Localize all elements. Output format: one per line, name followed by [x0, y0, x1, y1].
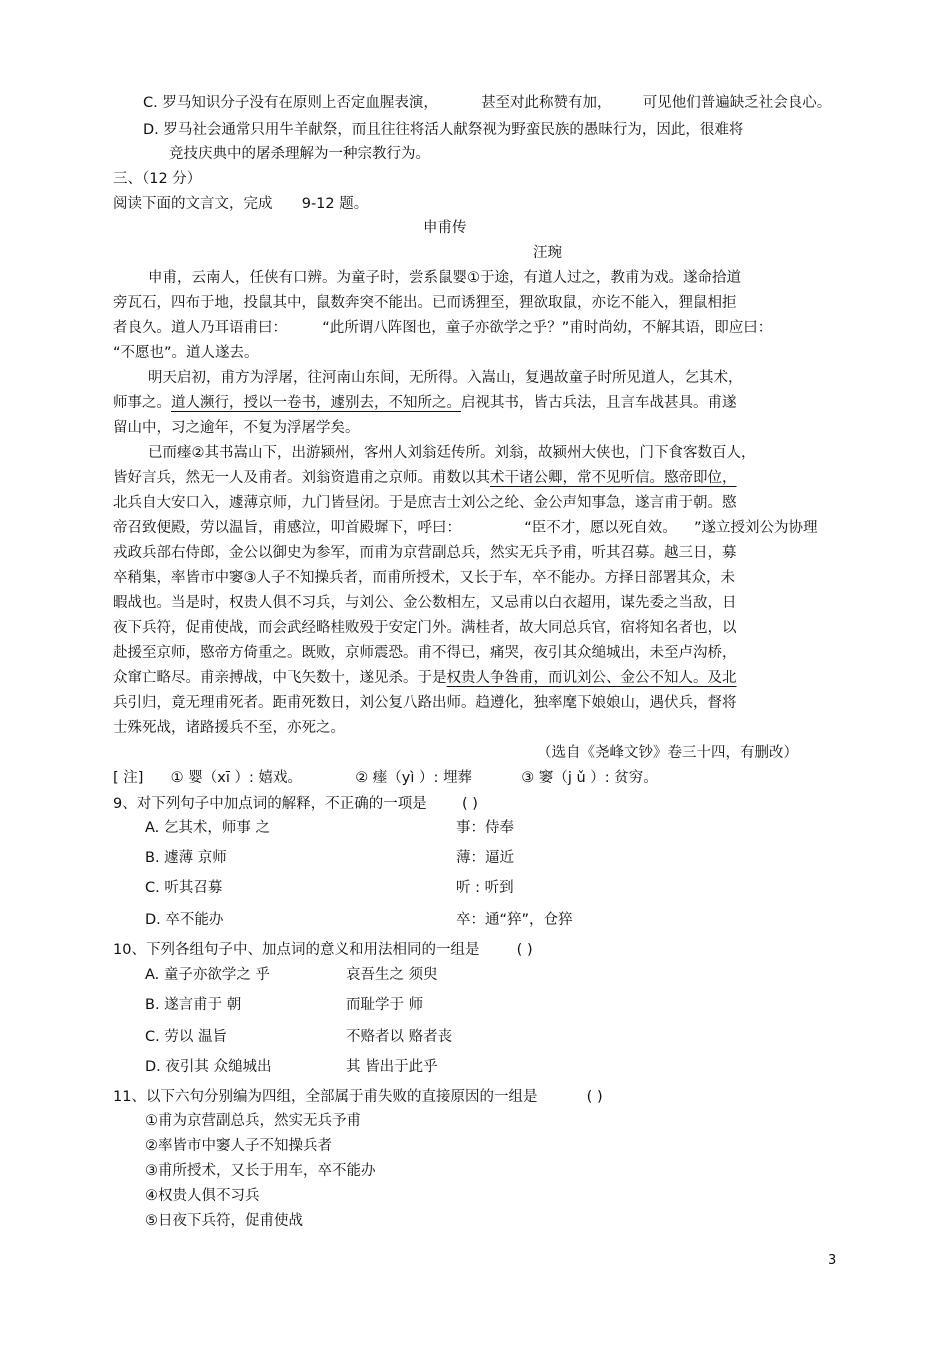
q11-item: ①甫为京营副总兵，然实无兵予甫	[145, 1113, 361, 1129]
passage-segment: “此所谓八阵图也，童子亦欲学之乎？”甫时尚幼，不解其语，即应曰：	[322, 320, 773, 336]
q9-option-c: C. 听其召募	[145, 880, 223, 896]
q11-item: ④权贵人俱不习兵	[145, 1188, 260, 1204]
note-1: ① 婴（xī ）: 嬉戏。	[170, 770, 302, 786]
q8-option-c	[143, 94, 831, 112]
page-number: 3	[828, 1253, 837, 1268]
passage-line	[113, 519, 817, 537]
q9-option-a-gloss: 事：侍奉	[456, 820, 514, 836]
passage-line: 夜下兵符，促甫使战，而会武经略桂败殁于安定门外。满桂者，故大同总兵官，宿将知名者也，以	[113, 620, 737, 636]
q9-option-d: D. 卒不能办	[145, 912, 224, 928]
q10-option-c-pair: 不赂者以 赂者丧	[346, 1029, 453, 1045]
q11-stem-text: 11、以下六句分别编为四组，全部属于甫失败的直接原因的一组是	[113, 1089, 538, 1105]
q8-option-c-part2: 甚至对此称赞有加，	[481, 95, 612, 111]
q9-answer-blank: ( )	[461, 796, 478, 812]
q9-option-b-gloss: 薄：逼近	[456, 850, 514, 866]
passage-line: 已而瘗②其书嵩山下，出游颍州，客州人刘翁廷传所。刘翁，故颍州大侠也，门下食客数百人，	[148, 445, 756, 461]
q10-option-b-pair: 而耻学于 师	[346, 997, 424, 1013]
q10-option-a-pair: 哀吾生之 须臾	[346, 967, 438, 983]
section-instruction	[113, 195, 368, 213]
q10-option-d: D. 夜引其 众缒城出	[145, 1059, 272, 1075]
passage-line	[113, 394, 737, 412]
q8-option-d-line2: 竞技庆典中的屠杀理解为一种宗教行为。	[169, 146, 430, 162]
passage-line: 暇战也。当是时，权贵人俱不习兵，与刘公、金公数相左，又忌甫以白衣超用，谋先委之当敌，日	[113, 595, 737, 611]
passage-line: 申甫，云南人，任侠有口辨。为童子时，尝系鼠婴①于途，有道人过之，教甫为戏。遂命拾道	[148, 270, 741, 286]
passage-line	[113, 469, 737, 487]
q9-option-a: A. 乞其术，师事 之	[145, 820, 270, 836]
underlined-sentence: 权贵人争咎甫，而讥刘公、金公不知人。及北	[446, 670, 737, 686]
passage-line: 旁瓦石，四布于地，投鼠其中，鼠数奔突不能出。已而诱狸至，狸欲取鼠，亦讫不能入，狸鼠相拒	[113, 295, 737, 311]
underlined-sentence: 道人濒行，授以一卷书，遽别去，不知所之。	[171, 395, 461, 411]
passage-segment: 皆好言兵，然无一人及甫者。刘翁资遣甫之京师。甫数以其	[113, 470, 490, 486]
q11-item: ②率皆市中窭人子不知操兵者	[145, 1138, 332, 1154]
underlined-sentence: 术干诸公卿，常不见听信。愍帝即位，	[490, 470, 737, 486]
passage-segment: 师事之。	[113, 395, 171, 411]
instruction-range: 9-12 题。	[301, 196, 369, 212]
instruction-text: 阅读下面的文言文，完成	[113, 196, 273, 212]
note-3: ③ 窭（j ǔ ）: 贫穷。	[521, 770, 658, 786]
passage-line: “不愿也”。道人遂去。	[113, 345, 259, 361]
q8-option-c-part1: C. 罗马知识分子没有在原则上否定血腥表演，	[143, 95, 438, 111]
q11-item: ⑤日夜下兵符，促甫使战	[145, 1213, 303, 1229]
q10-option-c: C. 劳以 温旨	[145, 1029, 227, 1045]
passage-author: 汪琬	[533, 245, 562, 261]
passage-line: 兵引归，竟无理甫死者。距甫死数日，刘公复八路出师。趋遵化，独率麾下娘娘山，遇伏兵，督将	[113, 695, 737, 711]
notes-label: [ 注]	[113, 770, 144, 786]
passage-line: 赴援至京师，愍帝方倚重之。既败，京师震恐。甫不得已，痛哭，夜引其众缒城出，未至卢沟桥，	[113, 645, 737, 661]
passage-source: （选自《尧峰文钞》卷三十四，有删改）	[537, 745, 798, 761]
q10-stem-text: 10、下列各组句子中、加点词的意义和用法相同的一组是	[113, 942, 480, 958]
note-2: ② 瘗（yì ）: 埋葬	[355, 770, 473, 786]
q10-option-a: A. 童子亦欲学之 乎	[145, 967, 270, 983]
q10-stem	[113, 941, 533, 959]
passage-line	[113, 319, 772, 337]
passage-line: 士殊死战，诸路援兵不至，亦死之。	[113, 720, 345, 736]
passage-line: 留山中，习之逾年，不复为浮屠学矣。	[113, 420, 360, 436]
q9-stem	[113, 795, 478, 813]
passage-segment: 众窜亡略尽。甫亲搏战，中飞矢数十，遂见杀。于是	[113, 670, 447, 686]
passage-line: 明天启初，甫方为浮屠，往河南山东间，无所得。入嵩山，复遇故童子时所见道人，乞其术，	[148, 370, 743, 386]
passage-segment: ”遂立授刘公为协理	[693, 520, 818, 536]
q11-stem	[113, 1088, 603, 1106]
passage-segment: 者良久。道人乃耳语甫曰：	[113, 320, 287, 336]
q8-option-c-part3: 可见他们普遍缺乏社会良心。	[642, 95, 832, 111]
passage-segment: “臣不才，愿以死自效。	[524, 520, 677, 536]
q9-option-b: B. 遽薄 京师	[145, 850, 227, 866]
q11-item: ③甫所授术，又长于用车，卒不能办	[145, 1163, 376, 1179]
passage-line	[113, 669, 737, 687]
passage-line: 北兵自大安口入，遽薄京师，九门皆昼闭。于是庶吉士刘公之纶、金公声知事急，遂言甫于朝。愍	[113, 495, 737, 511]
q9-option-c-gloss: 听 : 听到	[456, 880, 514, 896]
passage-title: 申甫传	[423, 220, 467, 236]
q9-stem-text: 9、对下列句子中加点词的解释，不正确的一项是	[113, 796, 427, 812]
passage-segment: 帝召致便殿，劳以温旨，甫感泣，叩首殿墀下，呼曰：	[113, 520, 461, 536]
passage-line: 卒稍集，率皆市中窭③人子不知操兵者，而甫所授术，又长于车，卒不能办。方择日部署其众，未	[113, 570, 735, 586]
passage-segment: 启视其书，皆古兵法，且言车战甚具。甫遂	[461, 395, 737, 411]
q9-option-d-gloss: 卒：通“猝”，仓猝	[456, 912, 573, 928]
q11-answer-blank: ( )	[586, 1089, 603, 1105]
section-heading: 三、（12 分）	[113, 171, 202, 187]
q8-option-d-line1: D. 罗马社会通常只用牛羊献祭，而且往往将活人献祭视为野蛮民族的愚昧行为，因此，很难将	[143, 122, 744, 138]
q10-option-d-pair: 其 皆出于此乎	[346, 1059, 438, 1075]
passage-line: 戎政兵部右侍郎，金公以御史为参军，而甫为京营副总兵，然实无兵予甫，听其召募。越三日，募	[113, 545, 737, 561]
q10-option-b: B. 遂言甫于 朝	[145, 997, 242, 1013]
q10-answer-blank: ( )	[516, 942, 533, 958]
notes-line	[113, 769, 658, 787]
